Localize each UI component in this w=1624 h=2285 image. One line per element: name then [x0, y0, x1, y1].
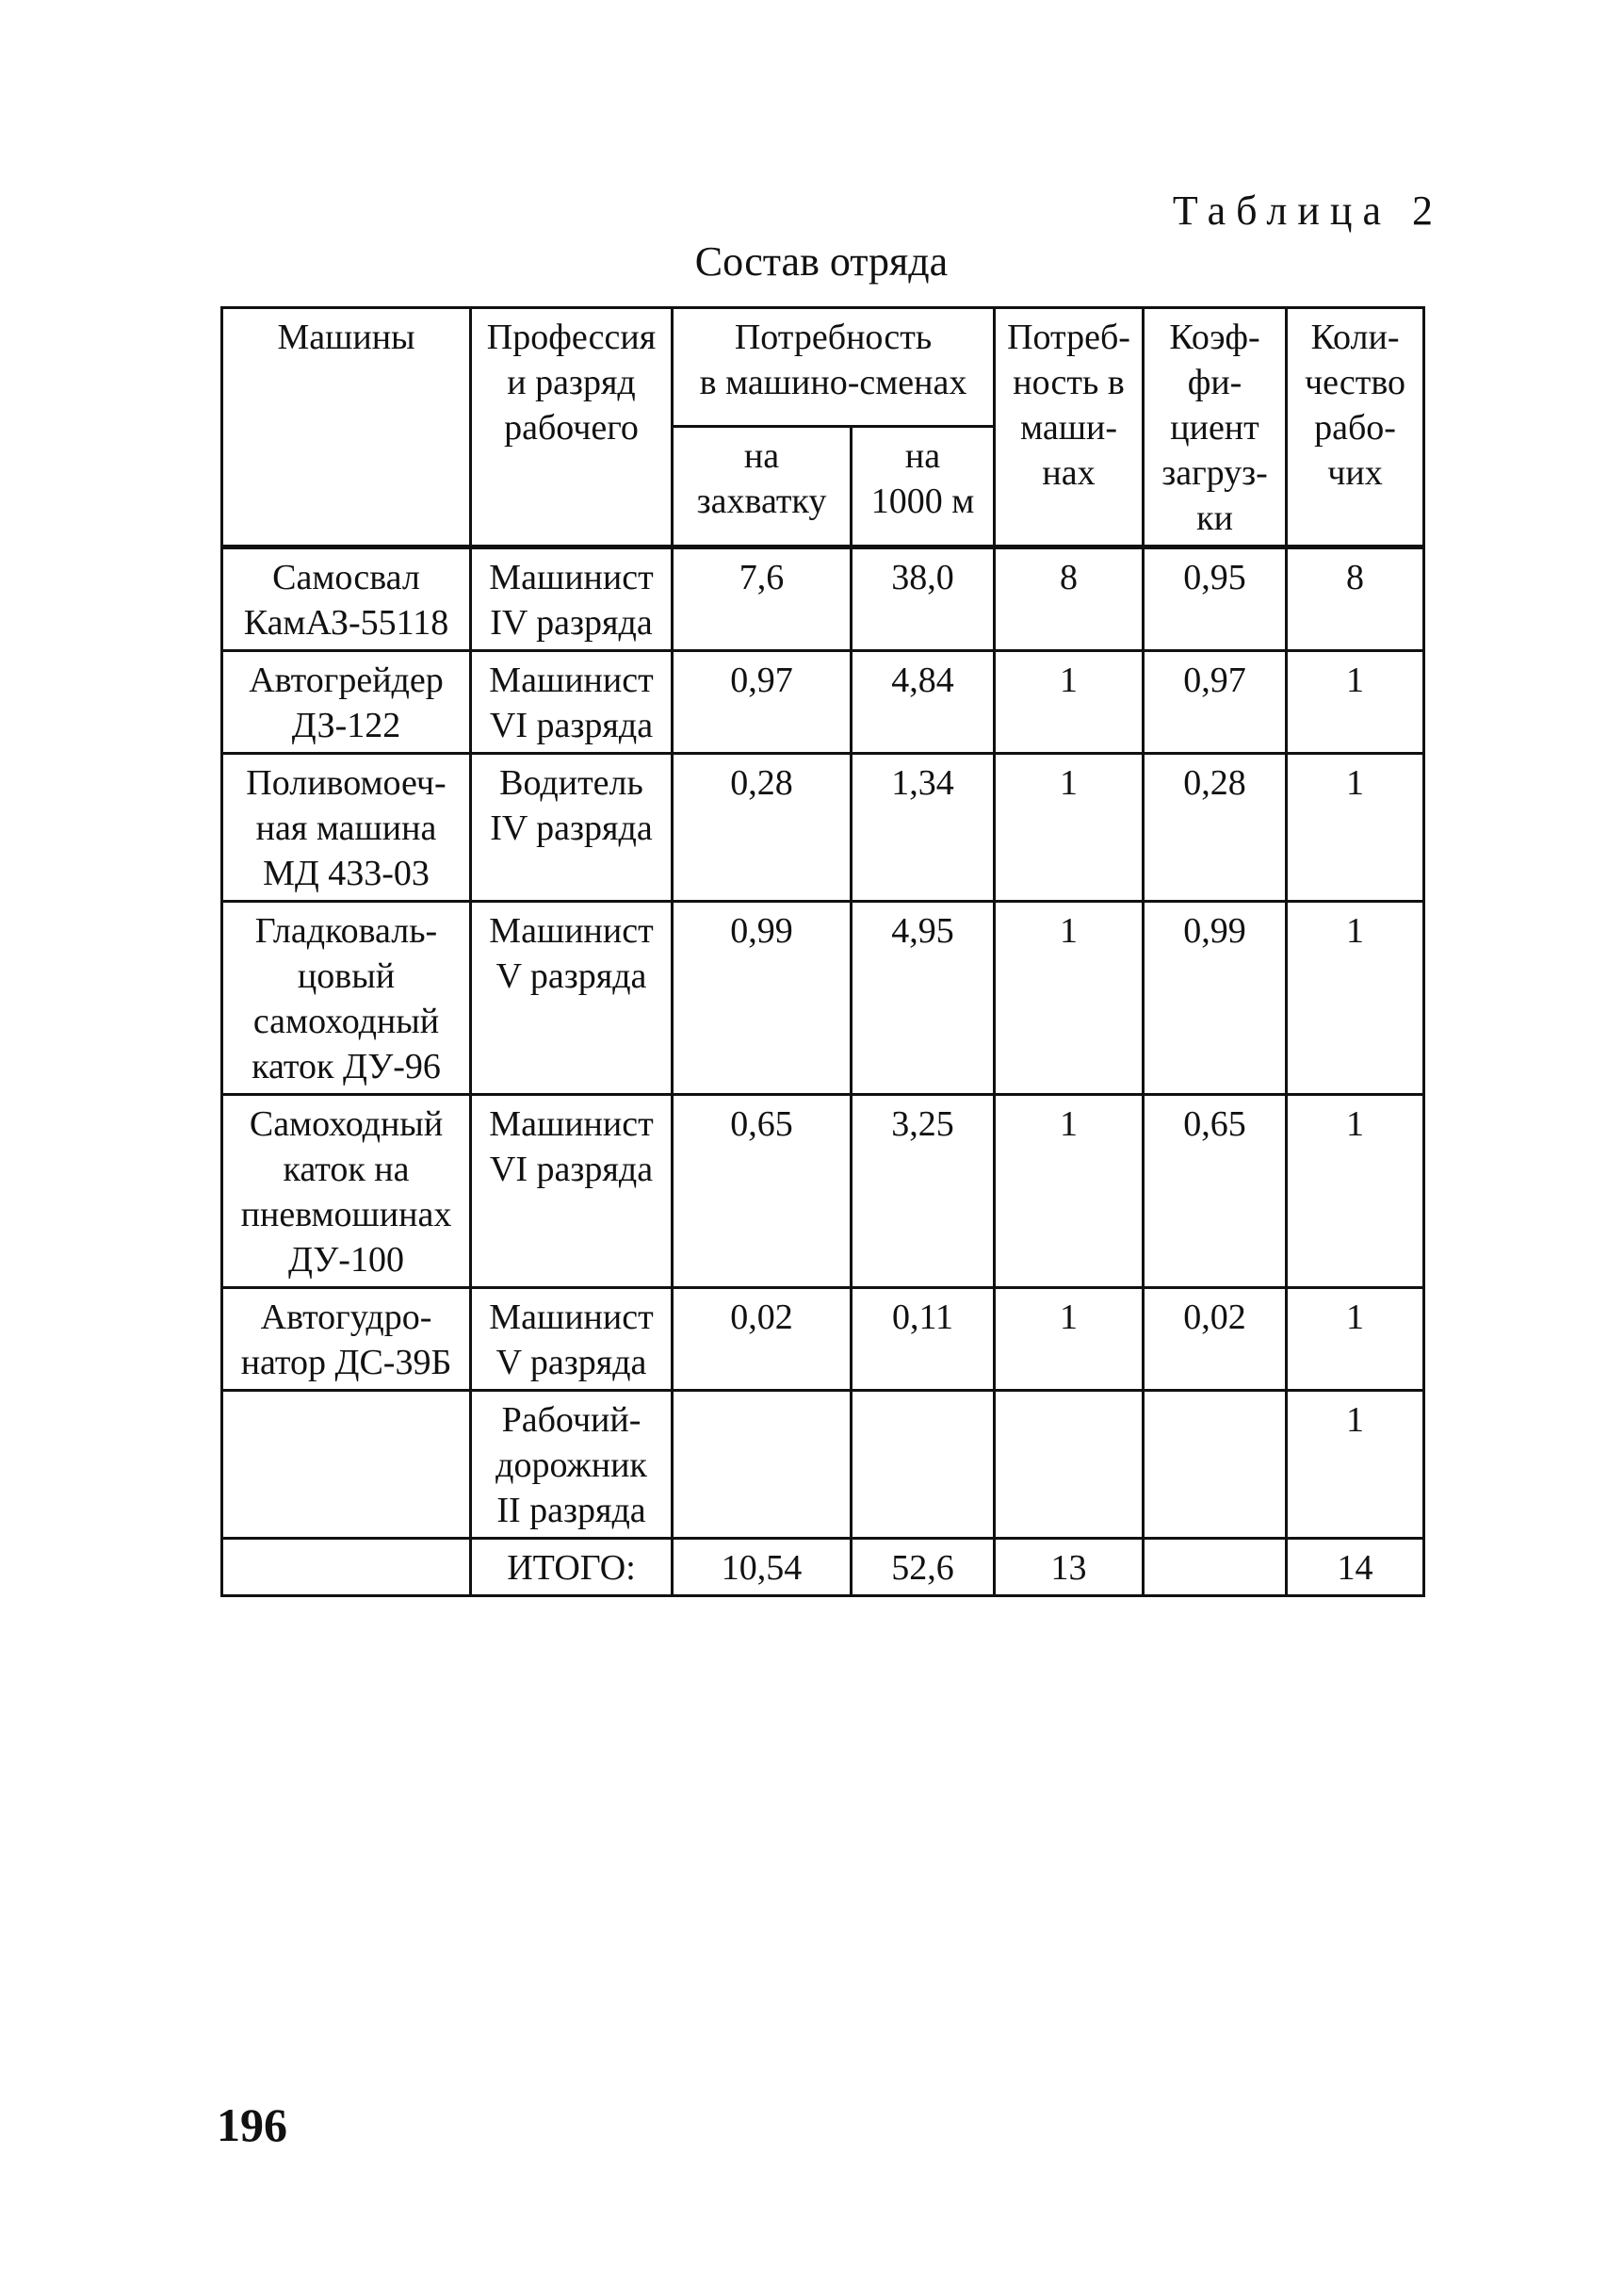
table-header — [222, 308, 1424, 547]
header-need-shifts: Потребность в машино-сменах — [673, 308, 995, 427]
page-number: 196 — [217, 2098, 287, 2151]
cell-machine: Гладковаль- цовый самоходный каток ДУ-96 — [222, 902, 471, 1095]
cell-total-empty — [222, 1539, 471, 1596]
cell-workers: 1 — [1287, 651, 1424, 754]
cell-total-label: ИТОГО: — [471, 1539, 673, 1596]
cell-per-1000 — [852, 1391, 995, 1539]
cell-profession: Машинист V разряда — [471, 902, 673, 1095]
cell-machine: Самоходный каток на пневмошинах ДУ-100 — [222, 1095, 471, 1288]
cell-workers: 1 — [1287, 1288, 1424, 1391]
cell-workers: 1 — [1287, 902, 1424, 1095]
table-label: Таблица 2 — [1172, 188, 1443, 234]
cell-total-per-section: 10,54 — [673, 1539, 852, 1596]
cell-machines: 1 — [995, 1288, 1144, 1391]
cell-per-section: 0,97 — [673, 651, 852, 754]
cell-workers: 8 — [1287, 547, 1424, 651]
table-row — [222, 651, 1424, 754]
table-row — [222, 902, 1424, 1095]
header-need-machines: Потреб- ность в маши- нах — [995, 308, 1144, 547]
cell-per-1000: 1,34 — [852, 754, 995, 902]
cell-workers: 1 — [1287, 754, 1424, 902]
cell-profession: Водитель IV разряда — [471, 754, 673, 902]
cell-per-section: 0,65 — [673, 1095, 852, 1288]
header-load-coef: Коэф- фи- циент загруз- ки — [1144, 308, 1287, 547]
table-row — [222, 1095, 1424, 1288]
table-caption: Состав отряда — [694, 238, 949, 285]
cell-per-section: 7,6 — [673, 547, 852, 651]
cell-profession: Машинист IV разряда — [471, 547, 673, 651]
header-profession: Профессия и разряд рабочего — [471, 308, 673, 547]
cell-total-coef — [1144, 1539, 1287, 1596]
cell-coef: 0,99 — [1144, 902, 1287, 1095]
cell-per-section: 0,02 — [673, 1288, 852, 1391]
total-row — [222, 1539, 1424, 1596]
cell-coef: 0,28 — [1144, 754, 1287, 902]
cell-coef: 0,97 — [1144, 651, 1287, 754]
cell-profession: Машинист VI разряда — [471, 651, 673, 754]
cell-coef — [1144, 1391, 1287, 1539]
cell-per-1000: 0,11 — [852, 1288, 995, 1391]
cell-per-section — [673, 1391, 852, 1539]
cell-machine: Автогрейдер ДЗ-122 — [222, 651, 471, 754]
header-machines: Машины — [222, 308, 471, 547]
cell-total-workers: 14 — [1287, 1539, 1424, 1596]
cell-machines: 1 — [995, 651, 1144, 754]
table-row — [222, 547, 1424, 651]
cell-per-section: 0,99 — [673, 902, 852, 1095]
cell-profession: Машинист V разряда — [471, 1288, 673, 1391]
cell-machines: 1 — [995, 1095, 1144, 1288]
cell-per-1000: 38,0 — [852, 547, 995, 651]
cell-coef: 0,65 — [1144, 1095, 1287, 1288]
cell-total-per-1000: 52,6 — [852, 1539, 995, 1596]
cell-total-machines: 13 — [995, 1539, 1144, 1596]
cell-machines: 8 — [995, 547, 1144, 651]
header-workers: Коли- чество рабо- чих — [1287, 308, 1424, 547]
header-per-section: на захватку — [673, 427, 852, 547]
table-row — [222, 1288, 1424, 1391]
table-row — [222, 754, 1424, 902]
cell-per-1000: 4,84 — [852, 651, 995, 754]
cell-profession: Рабочий- дорожник II разряда — [471, 1391, 673, 1539]
table-row — [222, 1391, 1424, 1539]
cell-profession: Машинист VI разряда — [471, 1095, 673, 1288]
cell-machine — [222, 1391, 471, 1539]
cell-per-1000: 4,95 — [852, 902, 995, 1095]
cell-coef: 0,02 — [1144, 1288, 1287, 1391]
cell-per-section: 0,28 — [673, 754, 852, 902]
cell-workers: 1 — [1287, 1095, 1424, 1288]
cell-machine: Поливомоеч- ная машина МД 433-03 — [222, 754, 471, 902]
cell-machine: Автогудро- натор ДС-39Б — [222, 1288, 471, 1391]
cell-per-1000: 3,25 — [852, 1095, 995, 1288]
cell-machines: 1 — [995, 902, 1144, 1095]
cell-machines: 1 — [995, 754, 1144, 902]
cell-machines — [995, 1391, 1144, 1539]
crew-table — [220, 306, 1425, 1597]
cell-workers: 1 — [1287, 1391, 1424, 1539]
header-per-1000: на 1000 м — [852, 427, 995, 547]
cell-machine: Самосвал КамАЗ-55118 — [222, 547, 471, 651]
cell-coef: 0,95 — [1144, 547, 1287, 651]
